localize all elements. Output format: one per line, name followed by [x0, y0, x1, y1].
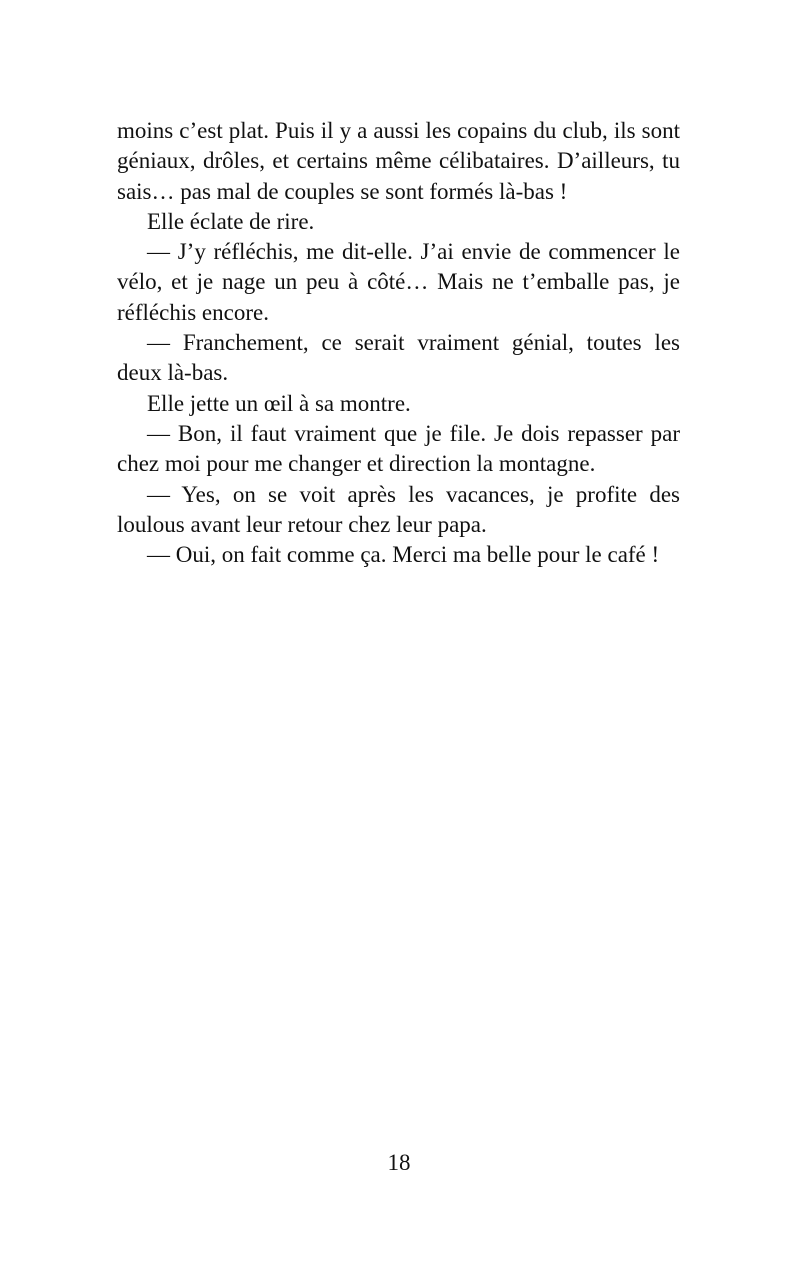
paragraph-narration: Elle éclate de rire. [147, 208, 315, 234]
body-text [117, 116, 680, 570]
paragraph-dialogue: — Yes, on se voit après les vacances, je profite des loulous avant leur retour chez leur papa. [117, 481, 680, 537]
paragraph-dialogue: — J’y réfléchis, me dit-elle. J’ai envie de commencer le vélo, et je nage un peu à côté… Mais ne t’emballe pas, je réfléchis encore. [117, 239, 680, 325]
paragraph-dialogue: — Oui, on fait comme ça. Merci ma belle pour le café ! [147, 542, 660, 568]
paragraph-continuation: moins c’est plat. Puis il y a aussi les copains du club, ils sont géniaux, drôles, et certains même célibataires. D’ailleurs, tu sais… pas mal de couples se sont formés là-bas ! [117, 118, 680, 204]
paragraph-dialogue: — Franchement, ce serait vraiment génial, toutes les deux là-bas. [117, 330, 680, 386]
paragraph-dialogue: — Bon, il faut vraiment que je file. Je dois repasser par chez moi pour me changer et direction la montagne. [117, 420, 680, 477]
paragraph-narration: Elle jette un œil à sa montre. [147, 390, 411, 416]
page-number: 18 [387, 1150, 411, 1175]
